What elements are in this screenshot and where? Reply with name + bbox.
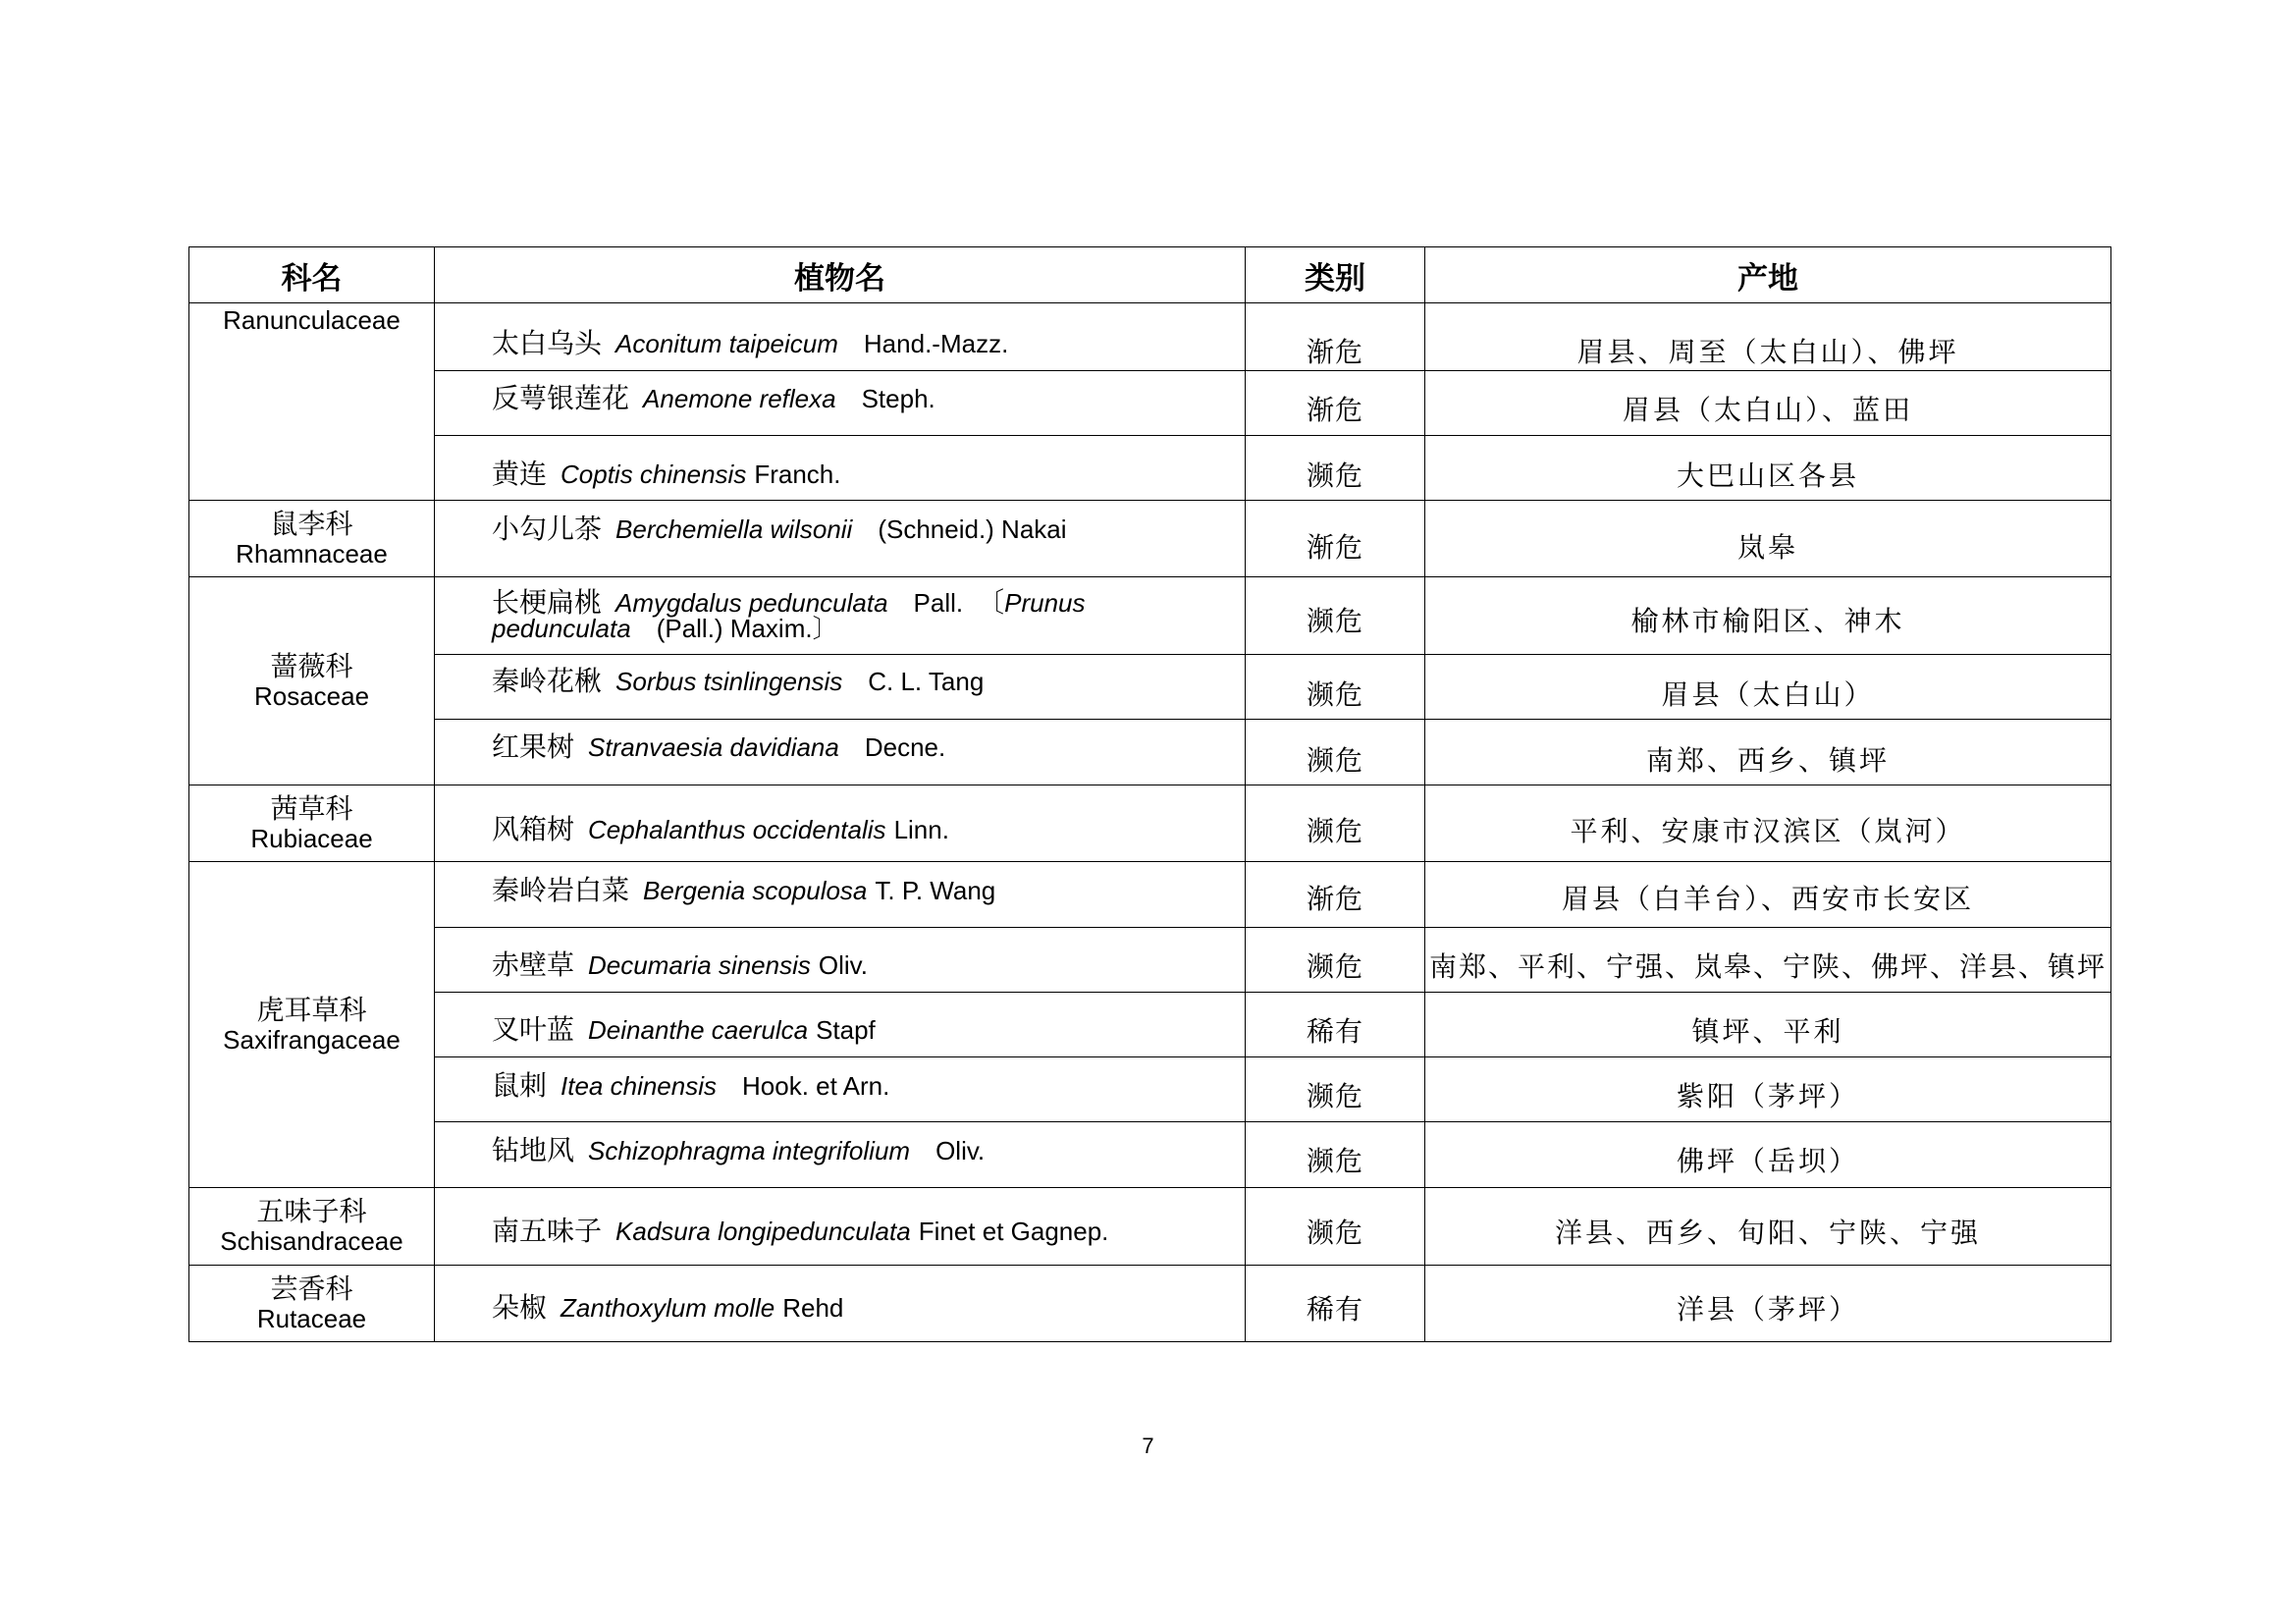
plant-cn-name: 钻地风	[492, 1134, 575, 1166]
table-row	[189, 1057, 2111, 1122]
table-row	[189, 577, 2111, 655]
family-latin: Schisandraceae	[220, 1226, 403, 1256]
family-cell	[189, 785, 435, 862]
family-latin: Rosaceae	[253, 680, 370, 711]
category-cell: 渐危	[1246, 303, 1425, 371]
header-category: 类别	[1246, 247, 1425, 303]
plant-sci-name: Sorbus tsinlingensis	[615, 666, 843, 696]
plant-cn-name: 黄连	[492, 457, 548, 490]
location-cell: 南郑、西乡、镇坪	[1425, 720, 2111, 785]
family-cn: 茜草科	[270, 791, 353, 825]
location-cell: 洋县、西乡、旬阳、宁陕、宁强	[1425, 1188, 2111, 1266]
location-cell: 南郑、平利、宁强、岚皋、宁陕、佛坪、洋县、镇坪	[1425, 928, 2111, 993]
plant-authority: Oliv.	[818, 949, 868, 980]
table-row	[189, 993, 2111, 1057]
location-cell: 镇坪、平利	[1425, 993, 2111, 1057]
family-cell	[189, 501, 435, 577]
category-cell: 濒危	[1246, 785, 1425, 862]
family-cn: 蔷薇科	[270, 649, 353, 682]
family-cell	[189, 862, 435, 1188]
plant-sci-name: Coptis chinensis	[561, 459, 747, 489]
plant-authority: Linn.	[893, 814, 949, 844]
plant-sci-name: Cephalanthus occidentalis	[588, 814, 886, 844]
header-plant: 植物名	[435, 247, 1246, 303]
family-latin: Ranunculaceae	[223, 305, 400, 335]
table-row	[189, 436, 2111, 501]
plant-sci-name: Anemone reflexa	[643, 383, 836, 413]
plant-sci-name: Zanthoxylum molle	[561, 1292, 775, 1323]
plant-cn-name: 太白乌头	[492, 327, 603, 359]
family-cell	[189, 1266, 435, 1342]
plant-sci-name: Berchemiella wilsonii	[615, 514, 853, 544]
plant-cell	[435, 371, 1246, 436]
category-cell: 渐危	[1246, 862, 1425, 928]
plant-cell	[435, 1122, 1246, 1188]
plant-synonym-sci-name: Prunus pedunculata	[492, 588, 1086, 643]
plant-cn-name: 鼠刺	[492, 1068, 548, 1102]
plant-sci-name: Aconitum taipeicum	[615, 329, 838, 358]
location-cell: 眉县（白羊台）、西安市长安区	[1425, 862, 2111, 928]
category-cell: 濒危	[1246, 928, 1425, 993]
location-cell: 紫阳（茅坪）	[1425, 1057, 2111, 1122]
location-cell: 榆林市榆阳区、神木	[1425, 577, 2111, 655]
page-number: 7	[1142, 1434, 1154, 1458]
plant-sci-name: Kadsura longipedunculata	[615, 1217, 911, 1246]
plant-cn-name: 南五味子	[492, 1215, 603, 1247]
table-row	[189, 720, 2111, 785]
table-row	[189, 1122, 2111, 1188]
family-cn: 芸香科	[270, 1272, 353, 1305]
location-cell: 大巴山区各县	[1425, 436, 2111, 501]
family-latin: Rhamnaceae	[236, 538, 388, 568]
plant-sci-name: Itea chinensis	[561, 1070, 717, 1101]
plant-cn-name: 小勾儿茶	[492, 512, 603, 545]
plant-sci-name: Amygdalus pedunculata	[615, 588, 888, 618]
plant-cn-name: 反萼银莲花	[492, 381, 630, 414]
location-cell: 洋县（茅坪）	[1425, 1266, 2111, 1342]
table-row	[189, 785, 2111, 862]
family-cn: 鼠李科	[270, 507, 353, 540]
plant-cn-name: 秦岭岩白菜	[492, 874, 630, 906]
family-cell	[189, 303, 435, 501]
plant-authority: Steph.	[861, 383, 935, 413]
table-row	[189, 928, 2111, 993]
plant-cn-name: 红果树	[492, 731, 575, 763]
table-row	[189, 1266, 2111, 1342]
plant-cn-name: 长梗扁桃	[492, 586, 603, 619]
plant-cell	[435, 1188, 1246, 1266]
table-body	[189, 303, 2111, 1342]
table-row	[189, 501, 2111, 577]
location-cell: 眉县、周至（太白山）、佛坪	[1425, 303, 2111, 371]
category-cell: 濒危	[1246, 655, 1425, 720]
category-cell: 濒危	[1246, 1057, 1425, 1122]
table-header-row	[189, 247, 2111, 303]
plant-authority: T. P. Wang	[875, 876, 996, 905]
plant-cell	[435, 577, 1246, 655]
plant-cn-name: 叉叶蓝	[492, 1012, 575, 1046]
plant-cn-name: 风箱树	[492, 812, 575, 845]
plant-sci-name: Schizophragma integrifolium	[588, 1136, 911, 1165]
plant-sci-name: Deinanthe caerulca	[588, 1014, 809, 1045]
category-cell: 濒危	[1246, 577, 1425, 655]
category-cell: 渐危	[1246, 371, 1425, 436]
plant-authority: Hand.-Mazz.	[863, 329, 1009, 358]
plant-cell	[435, 1057, 1246, 1122]
family-latin: Rubiaceae	[250, 823, 373, 853]
plant-cell	[435, 436, 1246, 501]
plant-cell	[435, 720, 1246, 785]
header-location: 产地	[1425, 247, 2111, 303]
family-latin: Saxifrangaceae	[223, 1024, 400, 1055]
plant-authority: Stapf	[816, 1014, 876, 1045]
family-cell	[189, 577, 435, 785]
category-cell: 濒危	[1246, 720, 1425, 785]
category-cell: 濒危	[1246, 436, 1425, 501]
plant-authority: (Schneid.) Nakai	[878, 514, 1067, 544]
category-cell: 濒危	[1246, 1188, 1425, 1266]
family-cn: 五味子科	[256, 1195, 367, 1227]
synonym-open-bracket: 〔	[977, 586, 1005, 619]
category-cell: 稀有	[1246, 1266, 1425, 1342]
category-cell: 稀有	[1246, 993, 1425, 1057]
location-cell: 佛坪（岳坝）	[1425, 1122, 2111, 1188]
plant-authority: Hook. et Arn.	[742, 1070, 890, 1101]
category-cell: 濒危	[1246, 1122, 1425, 1188]
table-row	[189, 303, 2111, 371]
plant-cn-name: 赤壁草	[492, 947, 575, 981]
plant-cell	[435, 1266, 1246, 1342]
location-cell: 平利、安康市汉滨区（岚河）	[1425, 785, 2111, 862]
location-cell: 眉县（太白山）	[1425, 655, 2111, 720]
plant-authority: Pall.	[913, 588, 964, 618]
plant-cell	[435, 862, 1246, 928]
plant-authority: Franch.	[754, 459, 841, 489]
family-cell	[189, 1188, 435, 1266]
plant-sci-name: Decumaria sinensis	[588, 949, 811, 980]
table-row	[189, 655, 2111, 720]
plant-cell	[435, 993, 1246, 1057]
protected-plants-table	[188, 246, 2111, 1342]
plant-authority: Oliv.	[935, 1136, 986, 1165]
plant-sci-name: Stranvaesia davidiana	[588, 732, 839, 762]
plant-sci-name: Bergenia scopulosa	[643, 876, 868, 905]
plant-synonym-authority: (Pall.) Maxim.〕	[656, 614, 838, 643]
location-cell: 岚皋	[1425, 501, 2111, 577]
header-family: 科名	[189, 247, 435, 303]
location-cell: 眉县（太白山）、蓝田	[1425, 371, 2111, 436]
plant-cell	[435, 928, 1246, 993]
family-latin: Rutaceae	[256, 1303, 367, 1333]
plant-table-container	[188, 246, 2110, 1342]
category-cell: 渐危	[1246, 501, 1425, 577]
plant-cell	[435, 785, 1246, 862]
plant-authority: Rehd	[782, 1292, 844, 1323]
table-row	[189, 1188, 2111, 1266]
table-row	[189, 862, 2111, 928]
plant-authority: C. L. Tang	[868, 666, 985, 696]
plant-cn-name: 朵椒	[492, 1290, 548, 1324]
table-row	[189, 371, 2111, 436]
plant-cell	[435, 501, 1246, 577]
plant-authority: Finet et Gagnep.	[918, 1217, 1109, 1246]
family-cn: 虎耳草科	[256, 993, 367, 1026]
plant-cn-name: 秦岭花楸	[492, 664, 603, 697]
plant-cell	[435, 655, 1246, 720]
plant-cell	[435, 303, 1246, 371]
plant-authority: Decne.	[864, 732, 946, 762]
